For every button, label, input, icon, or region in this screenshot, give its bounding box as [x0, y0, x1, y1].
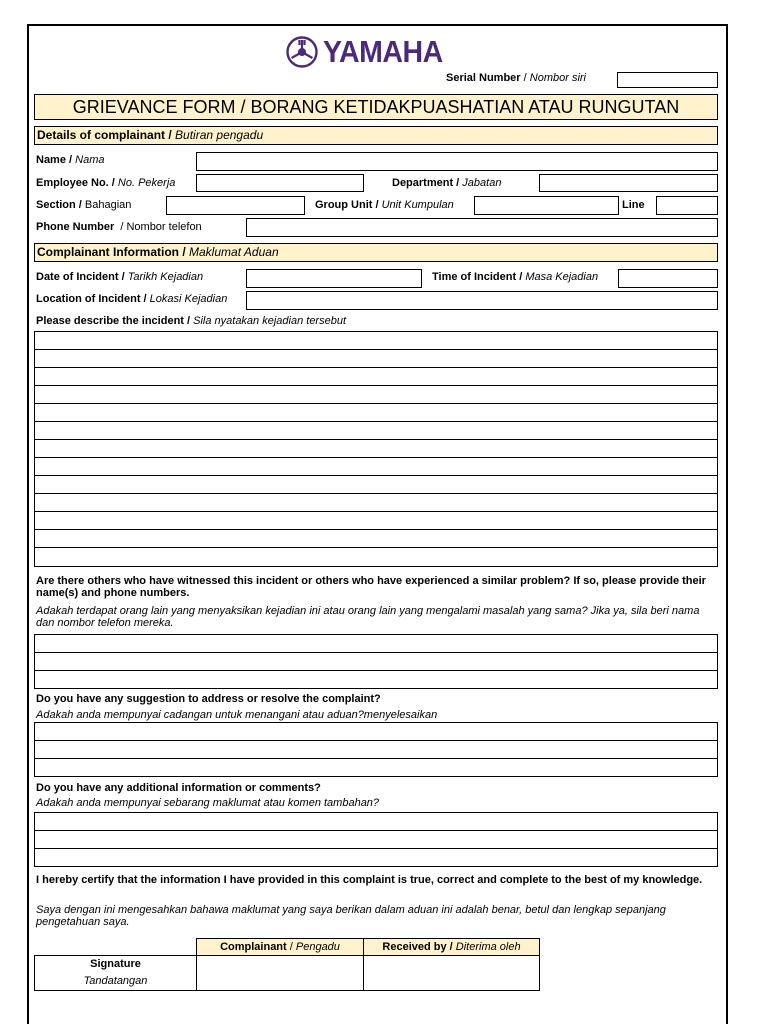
describe-incident-label: Please describe the incident / Sila nyatakan kejadian tersebut: [36, 315, 347, 327]
complainant-information-heading: Complainant Information / Maklumat Aduan: [34, 243, 718, 262]
certification-statement: I hereby certify that the information I have provided in this complaint is true, correct and complete to the best of my knowledge.: [36, 874, 703, 886]
serial-number-label: Serial Number / Nombor siri: [446, 72, 586, 84]
complainant-column-header: Complainant / Pengadu: [197, 939, 364, 956]
witness-question-ms: Adakah terdapat orang lain yang menyaksikan kejadian ini atau orang lain yang mengalami masalah yang sama? Jika ya, sila beri nama dan nombor telefon mereka.: [36, 605, 700, 629]
additional-info-question-ms: Adakah anda mempunyai sebarang maklumat atau komen tambahan?: [36, 797, 380, 809]
employee-no-label: Employee No. / No. Pekerja: [36, 177, 176, 189]
department-label: Department / Jabatan: [392, 177, 502, 189]
received-by-column-header: Received by / Diterima oleh: [364, 939, 540, 956]
suggestion-answer-area[interactable]: [34, 722, 718, 777]
time-of-incident-field[interactable]: [618, 269, 718, 288]
additional-info-question: Do you have any additional information or comments?: [36, 782, 321, 794]
incident-description-area[interactable]: [34, 331, 718, 567]
group-unit-field[interactable]: [474, 196, 619, 215]
group-unit-label: Group Unit / Unit Kumpulan: [315, 199, 454, 211]
signature-table: [34, 938, 540, 991]
form-title: GRIEVANCE FORM / BORANG KETIDAKPUASHATIAN ATAU RUNGUTAN: [34, 94, 718, 120]
name-label: Name / Nama: [36, 154, 105, 166]
location-of-incident-field[interactable]: [246, 291, 718, 310]
phone-number-field[interactable]: [246, 218, 718, 237]
location-of-incident-label: Location of Incident / Lokasi Kejadian: [36, 293, 228, 305]
witness-question: Are there others who have witnessed this incident or others who have experienced a similar problem? If so, please provide their name(s) and phone numbers.: [36, 575, 706, 599]
suggestion-question-ms: Adakah anda mempunyai cadangan untuk menangani atau aduan?menyelesaikan: [36, 709, 438, 721]
tuning-forks-emblem-icon: [286, 36, 318, 68]
suggestion-question: Do you have any suggestion to address or resolve the complaint?: [36, 693, 381, 705]
section-label: Section / Bahagian: [36, 199, 132, 211]
date-of-incident-field[interactable]: [246, 269, 422, 288]
yamaha-logo: [286, 36, 453, 68]
signature-row-label: Signature Tandatangan: [35, 956, 197, 991]
logo-wordmark: YAMAHA: [323, 34, 443, 69]
details-of-complainant-heading: Details of complainant / Butiran pengadu: [34, 126, 718, 145]
complainant-signature-field[interactable]: [197, 956, 364, 991]
phone-number-label: Phone Number / Nombor telefon: [36, 221, 202, 233]
line-field[interactable]: [656, 196, 718, 215]
section-field[interactable]: [166, 196, 305, 215]
employee-no-field[interactable]: [196, 174, 364, 192]
name-field[interactable]: [196, 152, 718, 171]
certification-statement-ms: Saya dengan ini mengesahkan bahawa maklumat yang saya berikan dalam aduan ini adalah benar, betul dan lengkap sepanjang pengetahuan saya.: [36, 904, 666, 928]
department-field[interactable]: [539, 174, 718, 192]
serial-number-field[interactable]: [617, 72, 718, 88]
empty-corner-cell: [35, 939, 197, 956]
date-of-incident-label: Date of Incident / Tarikh Kejadian: [36, 271, 204, 283]
line-label: Line: [622, 199, 645, 211]
witness-answer-area[interactable]: [34, 634, 718, 689]
received-by-signature-field[interactable]: [364, 956, 540, 991]
additional-info-answer-area[interactable]: [34, 812, 718, 867]
time-of-incident-label: Time of Incident / Masa Kejadian: [432, 271, 599, 283]
